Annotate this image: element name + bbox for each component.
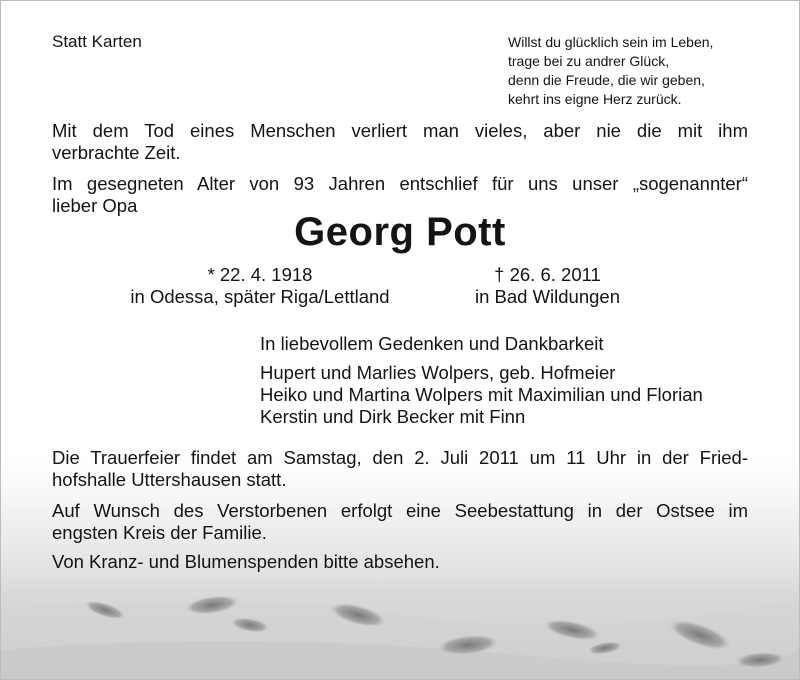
poem-line: kehrt ins eigne Herz zurück. — [508, 91, 682, 107]
poem-line: denn die Freude, die wir geben, — [508, 72, 705, 88]
burial-notice — [52, 500, 748, 544]
text-line: verbrachte Zeit. — [52, 142, 181, 163]
text-line: lieber Opa — [52, 195, 138, 216]
mourner-line: Hupert und Marlies Wolpers, geb. Hofmeier — [260, 362, 616, 383]
mourner-line: Heiko und Martina Wolpers mit Maximilian und Florian — [260, 384, 703, 405]
text-line: Im gesegneten Alter von 93 Jahren entschlief für uns unser „sogenannter“ — [52, 173, 748, 194]
text-line: Mit dem Tod eines Menschen verliert man vieles, aber nie die mit ihm — [52, 120, 748, 141]
death-date: † 26. 6. 2011 — [494, 264, 601, 285]
mourner-line: Kerstin und Dirk Becker mit Finn — [260, 406, 526, 427]
text-line: engsten Kreis der Familie. — [52, 522, 267, 543]
text-line: Die Trauerfeier findet am Samstag, den 2. Juli 2011 um 11 Uhr in der Fried- — [52, 447, 748, 468]
statt-karten-label: Statt Karten — [52, 32, 142, 51]
death-info — [415, 264, 680, 308]
birth-place: in Odessa, später Riga/Lettland — [130, 286, 390, 307]
mourners-list — [260, 362, 703, 428]
birth-info — [100, 264, 420, 308]
text-line: hofshalle Uttershausen statt. — [52, 469, 287, 490]
birth-date: * 22. 4. 1918 — [207, 264, 313, 285]
flowers-notice: Von Kranz- und Blumenspenden bitte absehen. — [52, 551, 440, 572]
poem-line: Willst du glücklich sein im Leben, — [508, 34, 714, 50]
poem-line: trage bei zu andrer Glück, — [508, 53, 670, 69]
text-line: Auf Wunsch des Verstorbenen erfolgt eine Seebestattung in der Ostsee im — [52, 500, 748, 521]
death-place: in Bad Wildungen — [474, 286, 620, 307]
mourners-heading: In liebevollem Gedenken und Dankbarkeit — [260, 333, 604, 354]
intro-paragraph-1 — [52, 120, 748, 164]
deceased-name: Georg Pott — [294, 210, 506, 254]
poem — [508, 33, 713, 109]
funeral-notice — [52, 447, 748, 491]
